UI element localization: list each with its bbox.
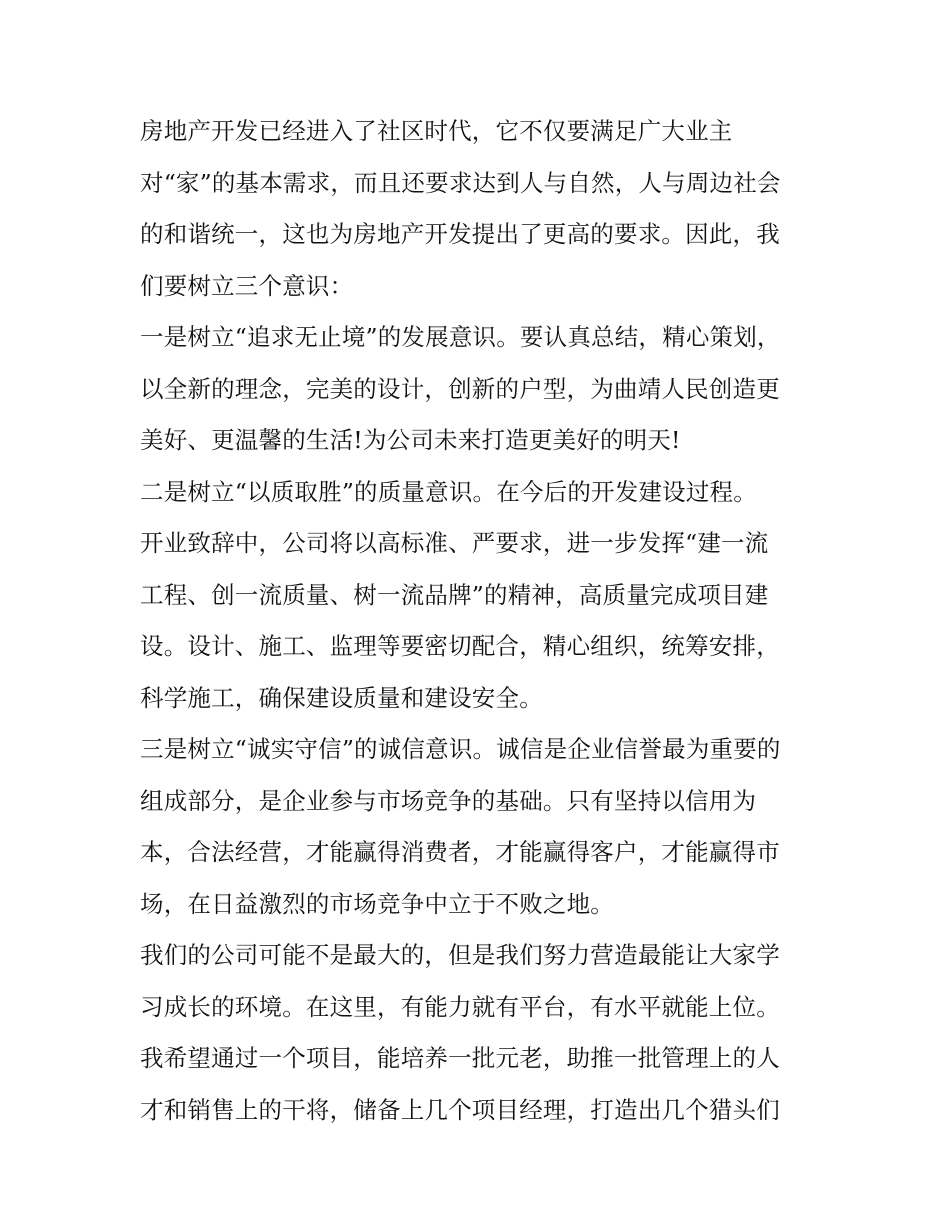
text-line: 以全新的理念，完美的设计，创新的户型，为曲靖人民创造更 [140, 374, 780, 403]
text-line: 三是树立“诚实守信”的诚信意识。诚信是企业信誉最为重要的 [140, 735, 781, 763]
text-line: 房地产开发已经进入了社区时代，它不仅要满足广大业主 [140, 117, 733, 145]
document-body [140, 106, 830, 1136]
text-line: 开业致辞中，公司将以高标准、严要求，进一步发挥“建一流 [140, 529, 769, 557]
text-line: 本，合法经营，才能赢得消费者，才能赢得客户，才能赢得市 [140, 838, 780, 866]
text-line: 才和销售上的干将，储备上几个项目经理，打造出几个猎头们 [140, 1095, 780, 1124]
text-line: 我们的公司可能不是最大的，但是我们努力营造最能让大家学 [140, 941, 780, 969]
text-line: 工程、创一流质量、树一流品牌”的精神，高质量完成项目建 [140, 580, 769, 609]
text-line: 们要树立三个意识： [140, 271, 354, 300]
text-line: 场，在日益激烈的市场竞争中立于不败之地。 [140, 889, 614, 918]
text-line: 组成部分，是企业参与市场竞争的基础。只有坚持以信用为 [140, 786, 757, 815]
text-line: 一是树立“追求无止境”的发展意识。要认真总结，精心策划， [140, 323, 781, 351]
text-line: 对“家”的基本需求，而且还要求达到人与自然，人与周边社会 [140, 168, 781, 197]
text-line: 科学施工，确保建设质量和建设安全。 [140, 683, 543, 712]
text-line: 二是树立“以质取胜”的质量意识。在今后的开发建设过程。 [140, 477, 757, 506]
text-line: 习成长的环境。在这里，有能力就有平台，有水平就能上位。 [140, 992, 780, 1021]
text-line: 我希望通过一个项目，能培养一批元老，助推一批管理上的人 [140, 1044, 780, 1072]
text-line: 设。设计、施工、监理等要密切配合，精心组织，统筹安排， [140, 632, 780, 660]
text-line: 的和谐统一，这也为房地产开发提出了更高的要求。因此，我 [140, 220, 780, 248]
text-line: 美好、更温馨的生活!为公司未来打造更美好的明天! [140, 426, 681, 454]
